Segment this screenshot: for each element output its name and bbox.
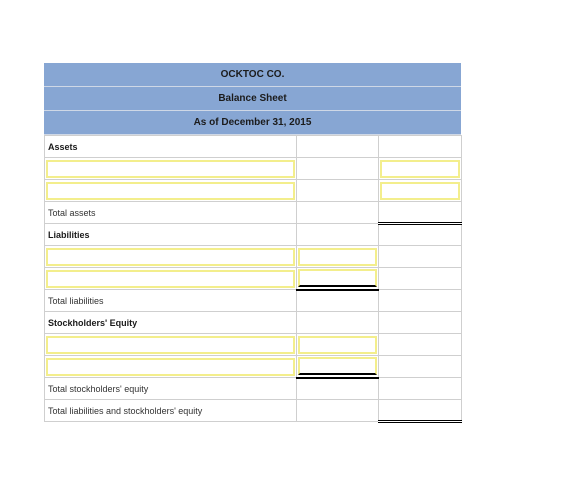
assets-title: Assets [45,136,297,158]
grand-total-row [45,400,462,422]
empty-cell [297,136,379,158]
total-assets-label: Total assets [45,202,297,224]
total-assets-row [45,202,462,224]
total-equity-row [45,378,462,400]
asset-row-1 [45,158,462,180]
liability-row-1 [45,246,462,268]
asset-row-2 [45,180,462,202]
equity-row-2 [45,356,462,378]
input-box[interactable] [298,336,377,354]
assets-header-row [45,136,462,158]
empty-cell [297,180,379,202]
input-box[interactable] [46,270,295,288]
empty-cell [379,246,462,268]
liability-1-label-input[interactable] [45,246,297,268]
grand-total-label: Total liabilities and stockholders' equity [45,400,297,422]
liability-row-2 [45,268,462,290]
liabilities-header-row [45,224,462,246]
empty-cell [379,268,462,290]
asset-2-amount-input[interactable] [379,180,462,202]
asset-2-label-input[interactable] [45,180,297,202]
liability-1-amount-input[interactable] [297,246,379,268]
grand-total-amount [379,400,462,422]
asset-1-amount-input[interactable] [379,158,462,180]
input-box[interactable] [298,357,377,375]
company-name: OCKTOC CO. [44,63,461,87]
statement-title: Balance Sheet [44,87,461,111]
input-box[interactable] [46,248,295,266]
empty-cell [297,158,379,180]
balance-sheet-table [44,135,462,423]
empty-cell [379,312,462,334]
empty-cell [379,224,462,246]
statement-date: As of December 31, 2015 [44,111,461,135]
input-box[interactable] [380,160,460,178]
equity-title: Stockholders' Equity [45,312,297,334]
equity-2-label-input[interactable] [45,356,297,378]
total-equity-label: Total stockholders' equity [45,378,297,400]
empty-cell [297,290,379,312]
empty-cell [297,378,379,400]
balance-sheet-form [44,63,461,423]
input-box[interactable] [46,358,295,376]
equity-2-amount-input[interactable] [297,356,379,378]
asset-1-label-input[interactable] [45,158,297,180]
input-box[interactable] [298,248,377,266]
empty-cell [379,334,462,356]
equity-1-label-input[interactable] [45,334,297,356]
total-assets-amount [379,202,462,224]
empty-cell [379,136,462,158]
total-equity-amount [379,378,462,400]
liability-2-amount-input[interactable] [297,268,379,290]
total-liabilities-amount [379,290,462,312]
total-liabilities-row [45,290,462,312]
total-liabilities-label: Total liabilities [45,290,297,312]
empty-cell [297,312,379,334]
input-box[interactable] [46,160,295,178]
empty-cell [297,202,379,224]
equity-row-1 [45,334,462,356]
input-box[interactable] [46,182,295,200]
empty-cell [297,400,379,422]
input-box[interactable] [46,336,295,354]
liabilities-title: Liabilities [45,224,297,246]
input-box[interactable] [298,269,377,287]
equity-header-row [45,312,462,334]
empty-cell [297,224,379,246]
input-box[interactable] [380,182,460,200]
liability-2-label-input[interactable] [45,268,297,290]
empty-cell [379,356,462,378]
equity-1-amount-input[interactable] [297,334,379,356]
